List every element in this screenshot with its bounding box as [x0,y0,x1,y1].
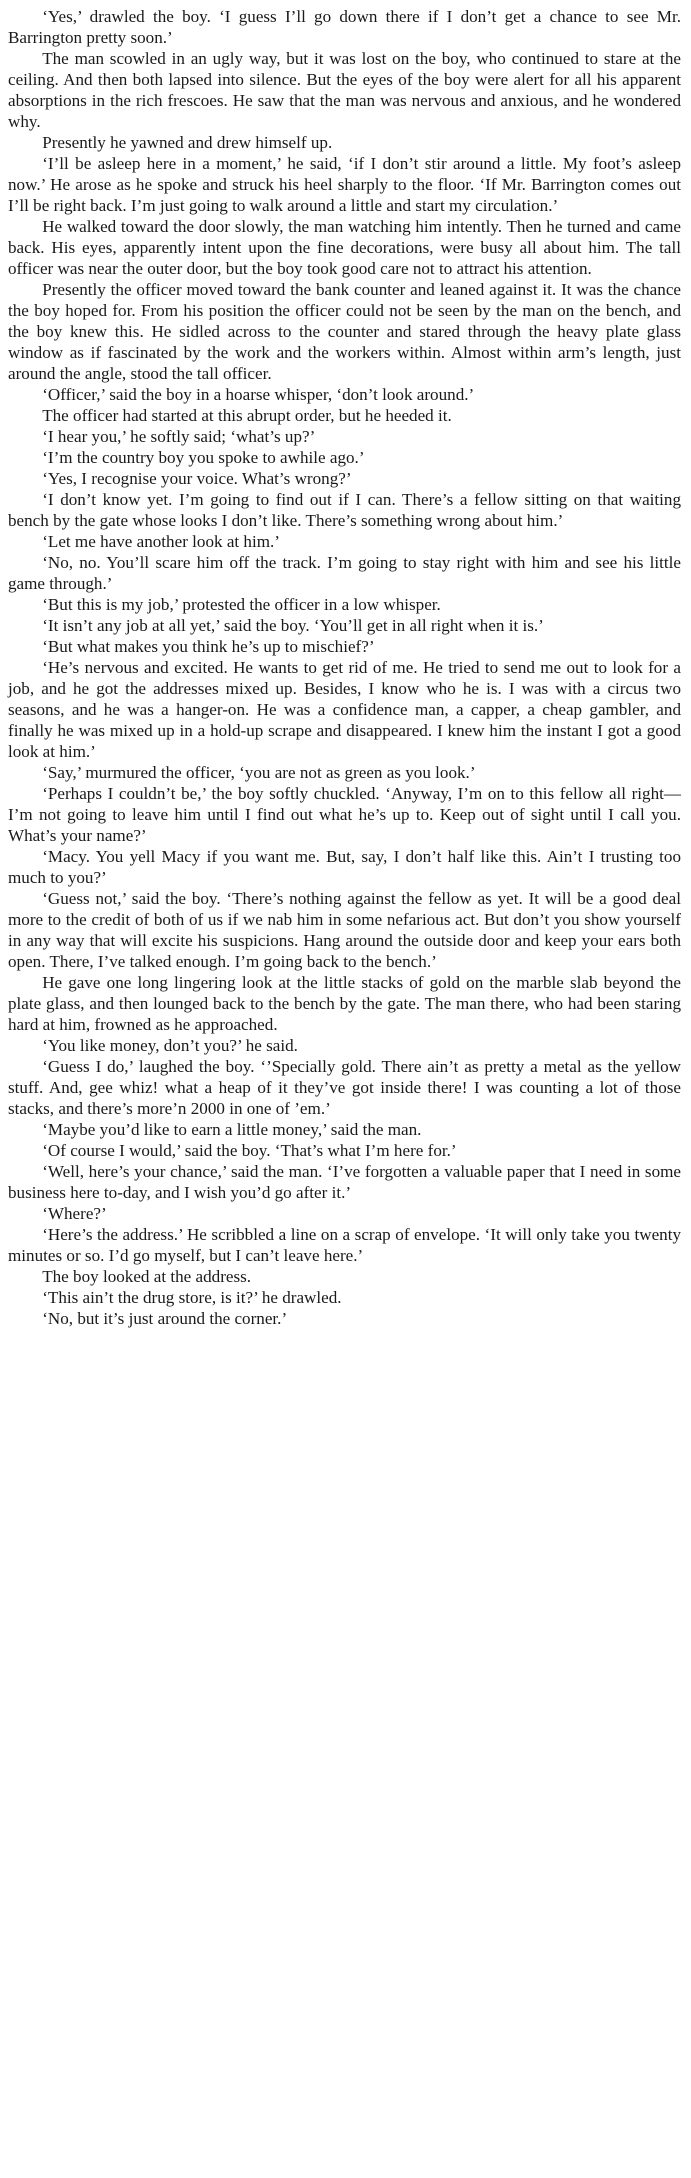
paragraph: He gave one long lingering look at the little stacks of gold on the marble slab beyond the plate glass, and then lounged back to the bench by the gate. The man there, who had been staring hard at him, frowned as he approached. [8,973,681,1034]
paragraph: The boy looked at the address. [42,1267,252,1286]
paragraph: He walked toward the door slowly, the man watching him intently. Then he turned and came back. His eyes, apparently intent upon the fine decorations, were busy all about him. The tall officer was near the outer door, but the boy took good care not to attract his attention. [8,217,681,278]
paragraph: ‘I’ll be asleep here in a moment,’ he said, ‘if I don’t stir around a little. My foot’s asleep now.’ He arose as he spoke and struck his heel sharply to the floor. ‘If Mr. Barrington comes out I’ll be right back. I’m just going to walk around a little and start my circulation.’ [8,154,681,215]
paragraph: ‘No, no. You’ll scare him off the track. I’m going to stay right with him and see his little game through.’ [8,553,681,593]
paragraph: ‘I’m the country boy you spoke to awhile ago.’ [42,448,365,467]
paragraph: ‘Maybe you’d like to earn a little money,’ said the man. [42,1120,422,1139]
paragraph: Presently he yawned and drew himself up. [42,133,333,152]
paragraph: ‘No, but it’s just around the corner.’ [42,1309,288,1328]
paragraph: ‘I hear you,’ he softly said; ‘what’s up?’ [42,427,316,446]
paragraph: The man scowled in an ugly way, but it was lost on the boy, who continued to stare at the ceiling. And then both lapsed into silence. But the eyes of the boy were alert for all his apparent absorptions in the rich frescoes. He saw that the man was nervous and anxious, and he wondered why. [8,49,681,131]
paragraph: ‘He’s nervous and excited. He wants to get rid of me. He tried to send me out to look for a job, and he got the addresses mixed up. Besides, I know who he is. I was with a circus two seasons, and he was a hanger-on. He was a confidence man, a capper, a cheap gambler, and finally he was mixed up in a hold-up scrape and disappeared. I knew him the instant I got a good look at him.’ [8,658,681,761]
paragraph: The officer had started at this abrupt order, but he heeded it. [42,406,452,425]
paragraph: ‘But what makes you think he’s up to mischief?’ [42,637,375,656]
paragraph: ‘You like money, don’t you?’ he said. [42,1036,298,1055]
paragraph: ‘Let me have another look at him.’ [42,532,280,551]
paragraph: ‘Guess not,’ said the boy. ‘There’s nothing against the fellow as yet. It will be a good deal more to the credit of both of us if we nab him in some nefarious act. But don’t you show yourself in any way that will excite his suspicions. Hang around the outside door and keep your ears both open. There, I’ve talked enough. I’m going back to the bench.’ [8,889,681,971]
paragraph: ‘Macy. You yell Macy if you want me. But, say, I don’t half like this. Ain’t I trusting too much to you?’ [8,847,681,887]
paragraph: ‘Officer,’ said the boy in a hoarse whisper, ‘don’t look around.’ [42,385,475,404]
paragraph: ‘Yes,’ drawled the boy. ‘I guess I’ll go down there if I don’t get a chance to see Mr. Barrington pretty soon.’ [8,7,681,47]
paragraph: Presently the officer moved toward the bank counter and leaned against it. It was the chance the boy hoped for. From his position the officer could not be seen by the man on the bench, and the boy knew this. He sidled across to the counter and stared through the heavy plate glass window as if fascinated by the work and the workers within. Almost within arm’s length, just around the angle, stood the tall officer. [8,280,681,383]
paragraph: ‘It isn’t any job at all yet,’ said the boy. ‘You’ll get in all right when it is.’ [42,616,544,635]
paragraph: ‘Here’s the address.’ He scribbled a line on a scrap of envelope. ‘It will only take you twenty minutes or so. I’d go myself, but I can’t leave here.’ [8,1225,681,1265]
paragraph: ‘Perhaps I couldn’t be,’ the boy softly chuckled. ‘Anyway, I’m on to this fellow all right—I’m not going to leave him until I find out what he’s up to. Keep out of sight until I call you. What’s your name?’ [8,784,681,845]
paragraph: ‘Yes, I recognise your voice. What’s wrong?’ [42,469,352,488]
paragraph: ‘Well, here’s your chance,’ said the man. ‘I’ve forgotten a valuable paper that I need in some business here to-day, and I wish you’d go after it.’ [8,1162,681,1202]
paragraph: ‘Of course I would,’ said the boy. ‘That’s what I’m here for.’ [42,1141,457,1160]
paragraph: ‘Where?’ [42,1204,107,1223]
paragraph: ‘I don’t know yet. I’m going to find out if I can. There’s a fellow sitting on that waiting bench by the gate whose looks I don’t like. There’s something wrong about him.’ [8,490,681,530]
paragraph: ‘Say,’ murmured the officer, ‘you are not as green as you look.’ [42,763,476,782]
paragraph: ‘Guess I do,’ laughed the boy. ‘’Specially gold. There ain’t as pretty a metal as the yellow stuff. And, gee whiz! what a heap of it they’ve got inside there! I was counting a lot of those stacks, and there’s more’n 2000 in one of ’em.’ [8,1057,681,1118]
paragraph: ‘But this is my job,’ protested the officer in a low whisper. [42,595,441,614]
paragraph: ‘This ain’t the drug store, is it?’ he drawled. [42,1288,342,1307]
